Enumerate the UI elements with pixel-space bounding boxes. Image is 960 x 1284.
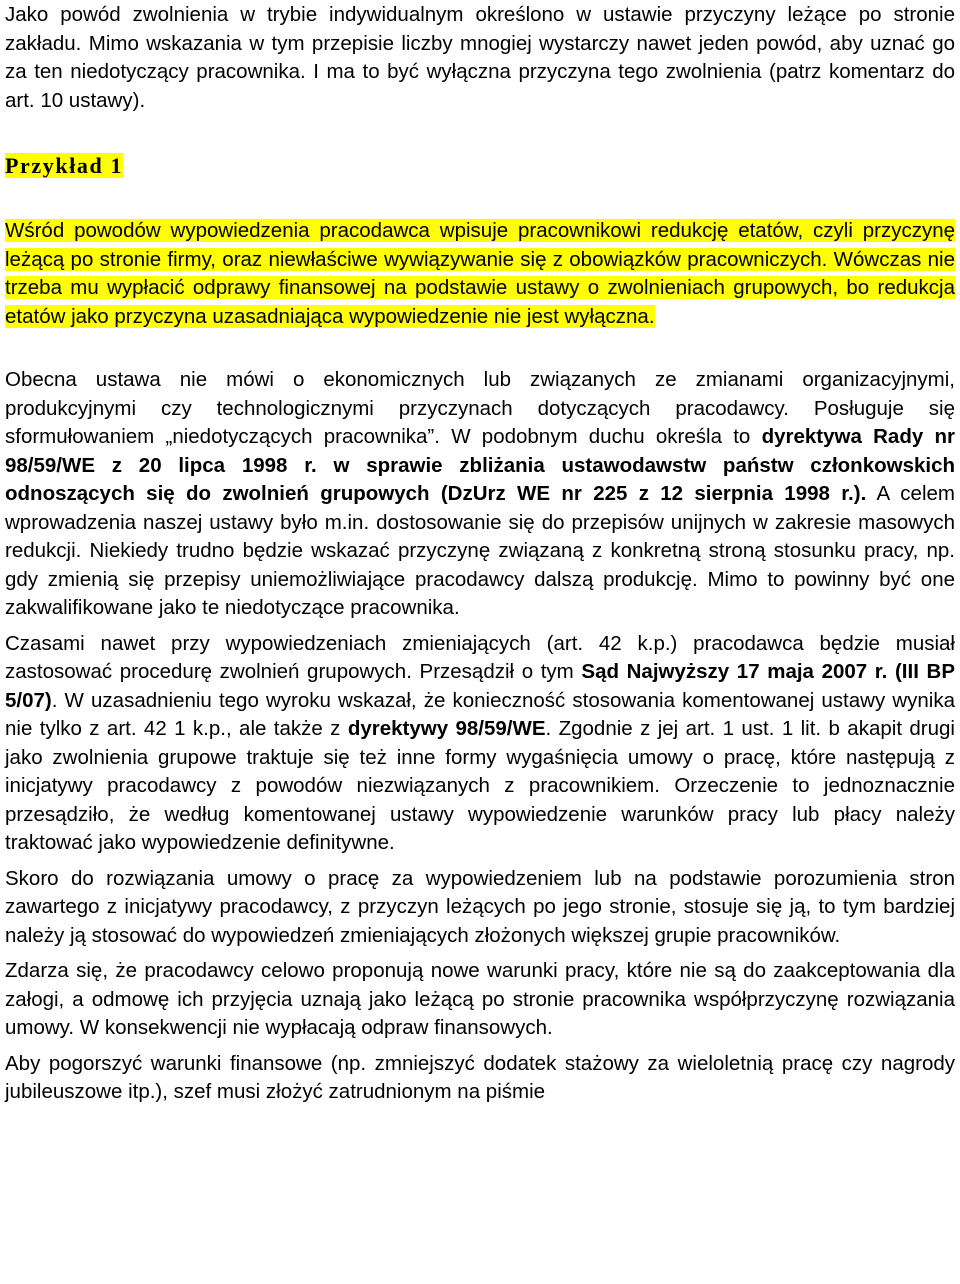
paragraph-supreme-court: Czasami nawet przy wypowiedzeniach zmieniających (art. 42 k.p.) pracodawca będzie musiał zastosować procedurę zwolnień grupowych. Przesądził o tym Sąd Najwyższy 17 maja 2007 r. (III BP 5/07). W uzasadnieniu tego wyroku wskazał, że konieczność stosowania komentowanej ustawy wynika nie tylko z art. 42 1 k.p., ale także z dyrektywy 98/59/WE. Zgodnie z jej art. 1 ust. 1 lit. b akapit drugi jako zwolnienia grupowe traktuje się też inne formy wygaśnięcia umowy o pracę, które następują z inicjatywy pracodawcy z powodów niezwiązanych z pracownikiem. Orzeczenie to jednoznacznie przesądziło, że według komentowanej ustawy wypowiedzenie warunków pracy lub płacy należy traktować jako wypowiedzenie definitywne. [5,631,955,854]
intro-paragraph: Jako powód zwolnienia w trybie indywidualnym określono w ustawie przyczyny leżące po stronie zakładu. Mimo wskazania w tym przepisie liczby mnogiej wystarczy nawet jeden powód, aby uznać go za ten niedotyczący pracownika. I ma to być wyłączna przyczyna tego zwolnienia (patrz komentarz do art. 10 ustawy). [5,3,955,112]
directive-reference: dyrektywy 98/59/WE [347,717,546,740]
paragraph-directive: Obecna ustawa nie mówi o ekonomicznych lub związanych ze zmianami organizacyjnymi, produkcyjnymi czy technologicznymi przyczynach dotyczących pracodawcy. Posługuje się sformułowaniem „niedotyczących pracownika”. W podobnym duchu określa to dyrektywa Rady nr 98/59/WE z 20 lipca 1998 r. w sprawie zbliżania ustawodawstw państw członkowskich odnoszących się do zwolnień grupowych (DzUrz WE nr 225 z 12 sierpnia 1998 r.). A celem wprowadzenia naszej ustawy było m.in. dostosowanie się do przepisów unijnych w zakresie masowych redukcji. Niekiedy trudno będzie wskazać przyczynę związaną z konkretną stroną stosunku pracy, np. gdy zmienią się przepisy uniemożliwiające pracodawcy dalszą produkcję. Mimo to powinny być one zakwalifikowane jako te niedotyczące pracownika. [5,368,955,619]
document-page [5,0,955,1107]
paragraph-financial: Aby pogorszyć warunki finansowe (np. zmniejszyć dodatek stażowy za wieloletnią pracę czy nagrody jubileuszowe itp.), szef musi złożyć zatrudnionym na piśmie [5,1051,955,1103]
example-text-highlight: Wśród powodów wypowiedzenia pracodawca wpisuje pracownikowi redukcję etatów, czyli przyczynę leżącą po stronie firmy, oraz niewłaściwe wywiązywanie się z obowiązków pracowniczych. Wówczas nie trzeba mu wypłacić odprawy finansowej na podstawie ustawy o zwolnieniach grupowych, bo redukcja etatów jako przyczyna uzasadniająca wypowiedzenie nie jest wyłączna. [5,219,955,328]
example-paragraph [5,217,955,331]
paragraph-employers: Zdarza się, że pracodawcy celowo proponują nowe warunki pracy, które nie są do zaakceptowania dla załogi, a odmowę ich przyjęcia uznają jako leżącą po stronie pracownika współprzyczynę rozwiązania umowy. W konsekwencji nie wypłacają odpraw finansowych. [5,959,955,1039]
court-ruling-citation: Sąd Najwyższy 17 maja 2007 r. (III BP 5/07) [5,660,955,712]
example-heading: Przykład 1 [5,153,124,178]
directive-citation: dyrektywa Rady nr 98/59/WE z 20 lipca 1998 r. w sprawie zbliżania ustawodawstw państw członkowskich odnoszących się do zwolnień grupowych (DzUrz WE nr 225 z 12 sierpnia 1998 r.). [5,425,955,505]
paragraph-termination: Skoro do rozwiązania umowy o pracę za wypowiedzeniem lub na podstawie porozumienia stron zawartego z inicjatywy pracodawcy, z przyczyn leżących po jego stronie, stosuje się ją, to tym bardziej należy ją stosować do wypowiedzeń zmieniających złożonych większej grupie pracowników. [5,866,955,947]
